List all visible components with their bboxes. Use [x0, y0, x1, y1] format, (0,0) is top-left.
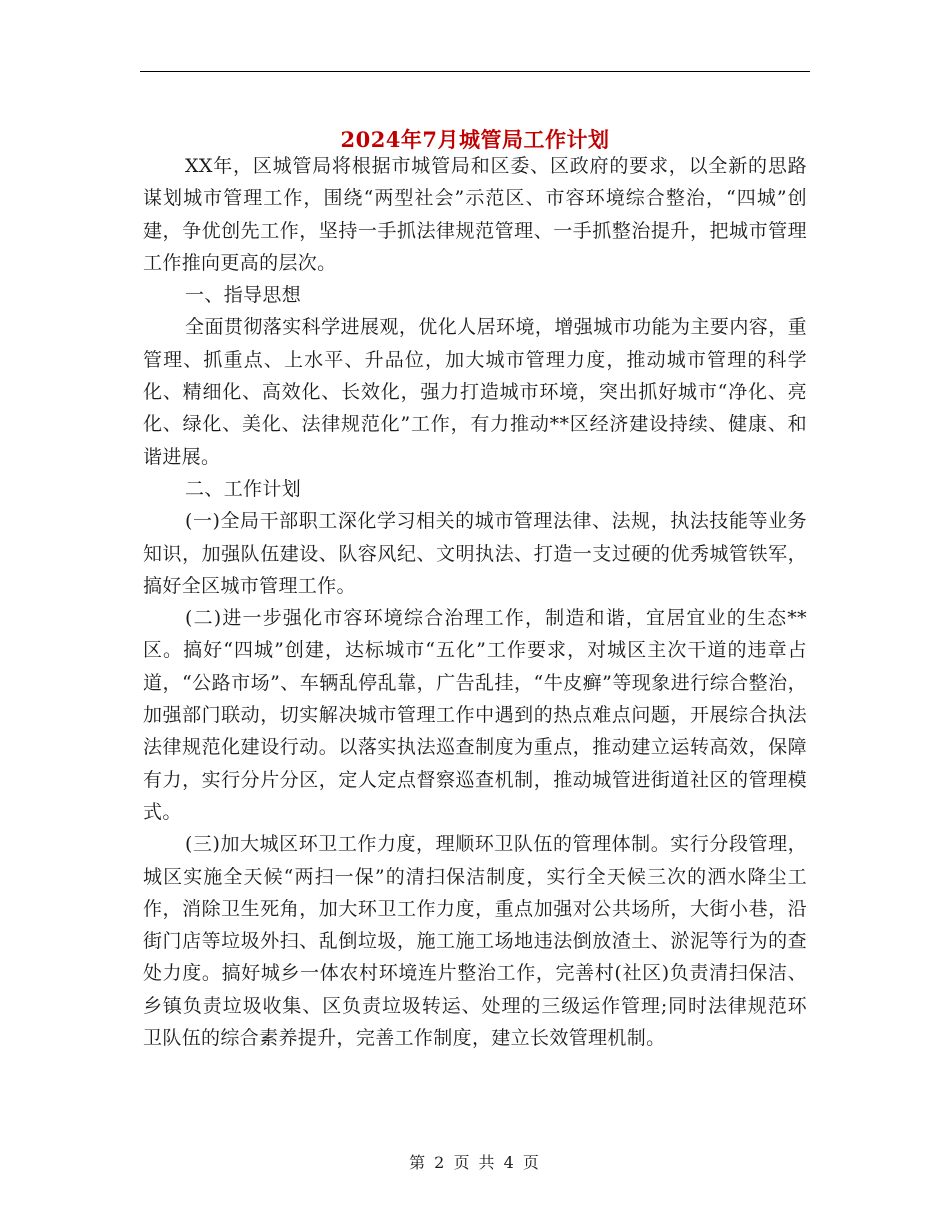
work-plan-item-3: (三)加大城区环卫工作力度，理顺环卫队伍的管理体制。实行分段管理，城区实施全天候“两扫一保”的清扫保洁制度，实行全天候三次的洒水降尘工作，消除卫生死角，加大环卫工作力度，重点加强对公共场所，大街小巷，沿街门店等垃圾外扫、乱倒垃圾，施工施工场地违法倒放渣土、淤泥等行为的查处力度。搞好城乡一体农村环境连片整治工作，完善村(社区)负责清扫保洁、乡镇负责垃圾收集、区负责垃圾转运、处理的三级运作管理;同时法律规范环卫队伍的综合素养提升，完善工作制度，建立长效管理机制。 [143, 833, 807, 1050]
header-rule [140, 71, 810, 72]
section-heading-guiding-ideology: 一、指导思想 [185, 284, 302, 307]
section-heading-work-plan: 二、工作计划 [185, 477, 302, 500]
page-number-footer: 第 2 页 共 4 页 [409, 1153, 541, 1172]
guiding-ideology-paragraph: 全面贯彻落实科学进展观，优化人居环境，增强城市功能为主要内容，重管理、抓重点、上水平、升品位，加大城市管理力度，推动城市管理的科学化、精细化、高效化、长效化，强力打造城市环境，突出抓好城市“净化、亮化、绿化、美化、法律规范化”工作，有力推动**区经济建设持续、健康、和谐进展。 [143, 316, 807, 468]
work-plan-item-1: (一)全局干部职工深化学习相关的城市管理法律、法规，执法技能等业务知识，加强队伍建设、队容风纪、文明执法、打造一支过硬的优秀城管铁军，搞好全区城市管理工作。 [143, 510, 807, 597]
document-body [143, 150, 807, 1054]
document-title: 2024年7月城管局工作计划 [340, 127, 610, 153]
work-plan-item-2: (二)进一步强化市容环境综合治理工作，制造和谐，宜居宜业的生态**区。搞好“四城”创建，达标城市“五化”工作要求，对城区主次干道的违章占道，“公路市场”、车辆乱停乱靠，广告乱挂，“牛皮癣”等现象进行综合整治，加强部门联动，切实解决城市管理工作中遇到的热点难点问题，开展综合执法法律规范化建设行动。以落实执法巡查制度为重点，推动建立运转高效，保障有力，实行分片分区，定人定点督察巡查机制，推动城管进街道社区的管理模式。 [143, 607, 807, 823]
intro-paragraph: XX年，区城管局将根据市城管局和区委、区政府的要求，以全新的思路谋划城市管理工作，围绕“两型社会”示范区、市容环境综合整治，“四城”创建，争优创先工作，坚持一手抓法律规范管理、一手抓整治提升，把城市管理工作推向更高的层次。 [143, 155, 807, 274]
